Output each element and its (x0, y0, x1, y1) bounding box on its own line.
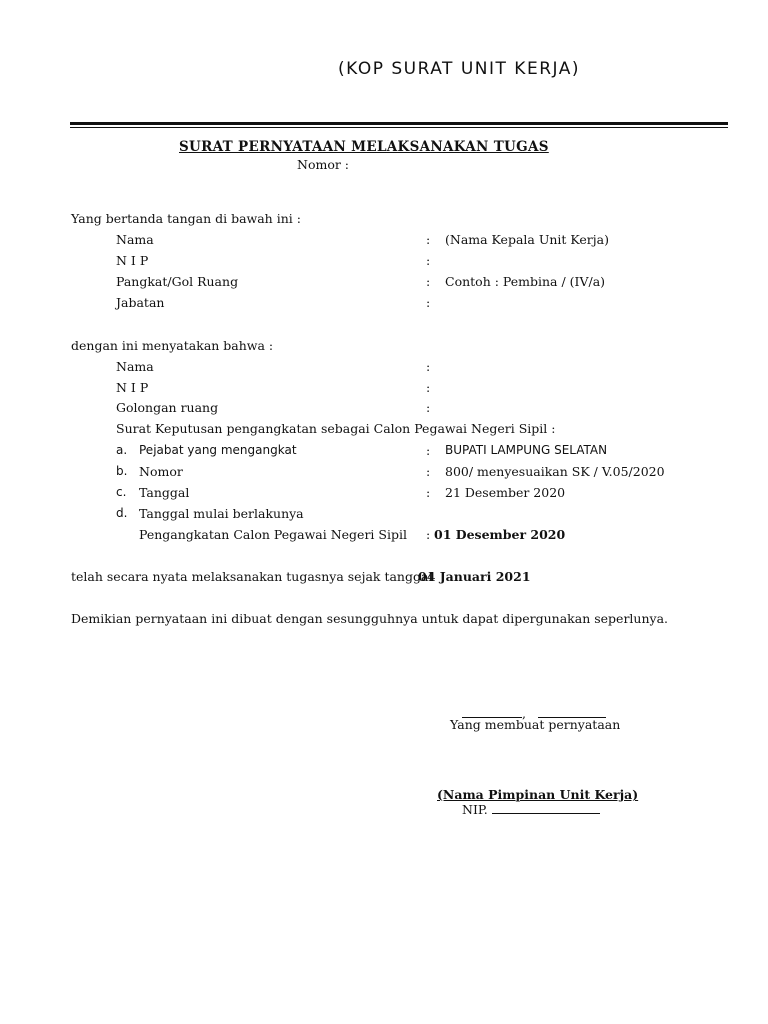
item-label-nomor: Nomor (139, 464, 183, 479)
subject-nip-label: N I P (116, 380, 149, 395)
signer-nama-value: (Nama Kepala Unit Kerja) (445, 232, 609, 247)
item-value-tmt: 01 Desember 2020 (434, 527, 566, 542)
intro-statement: dengan ini menyatakan bahwa : (71, 338, 274, 353)
item-value-pejabat: BUPATI LAMPUNG SELATAN (445, 443, 608, 457)
closing-statement: Demikian pernyataan ini dibuat dengan sesungguhnya untuk dapat dipergunakan seperlunya. (71, 611, 669, 626)
tugas-statement: telah secara nyata melaksanakan tugasnya sejak tanggal (71, 569, 433, 584)
signature-name: (Nama Pimpinan Unit Kerja) (437, 787, 639, 802)
colon: : (426, 400, 431, 415)
signature-comma: , (522, 706, 526, 721)
document-title: SURAT PERNYATAAN MELAKSANAKAN TUGAS (179, 139, 549, 155)
colon: : (426, 380, 431, 395)
signer-pangkat-value: Contoh : Pembina / (IV/a) (445, 274, 606, 289)
signer-jabatan-label: Jabatan (116, 295, 165, 310)
colon: : (426, 443, 431, 458)
item-index: c. (116, 485, 127, 499)
nip-blank (492, 802, 600, 814)
colon: : (426, 359, 431, 374)
subject-nama-label: Nama (116, 359, 154, 374)
letterhead-divider-thin (70, 127, 728, 128)
signature-nip (462, 802, 600, 817)
signature-caption: Yang membuat pernyataan (450, 717, 621, 732)
item-label-tmt-line2: Pengangkatan Calon Pegawai Negeri Sipil (139, 527, 407, 542)
item-value-tanggal: 21 Desember 2020 (445, 485, 566, 500)
letterhead-divider-thick (70, 122, 728, 125)
item-value-nomor: 800/ menyesuaikan SK / V.05/2020 (445, 464, 665, 479)
item-index: b. (116, 464, 128, 478)
colon: : (426, 464, 431, 479)
letterhead-placeholder: (KOP SURAT UNIT KERJA) (338, 59, 580, 79)
colon: : (426, 232, 431, 247)
colon: : (426, 527, 431, 542)
colon: : (426, 485, 431, 500)
subject-golongan-label: Golongan ruang (116, 400, 219, 415)
tugas-date: 04 Januari 2021 (418, 569, 531, 584)
colon: : (426, 295, 431, 310)
item-label-pejabat: Pejabat yang mengangkat (139, 443, 297, 457)
colon: : (426, 274, 431, 289)
item-label-tanggal: Tanggal (139, 485, 190, 500)
signer-nama-label: Nama (116, 232, 154, 247)
intro-signer: Yang bertanda tangan di bawah ini : (71, 211, 301, 226)
signature-nip-label: NIP. (462, 802, 488, 817)
colon: : (426, 253, 431, 268)
item-label-tmt: Tanggal mulai berlakunya (139, 506, 304, 521)
document-number-label: Nomor : (297, 157, 350, 172)
signer-nip-label: N I P (116, 253, 149, 268)
item-index: d. (116, 506, 128, 520)
signer-pangkat-label: Pangkat/Gol Ruang (116, 274, 239, 289)
subject-sk-label: Surat Keputusan pengangkatan sebagai Calon Pegawai Negeri Sipil : (116, 421, 556, 436)
item-index: a. (116, 443, 128, 457)
